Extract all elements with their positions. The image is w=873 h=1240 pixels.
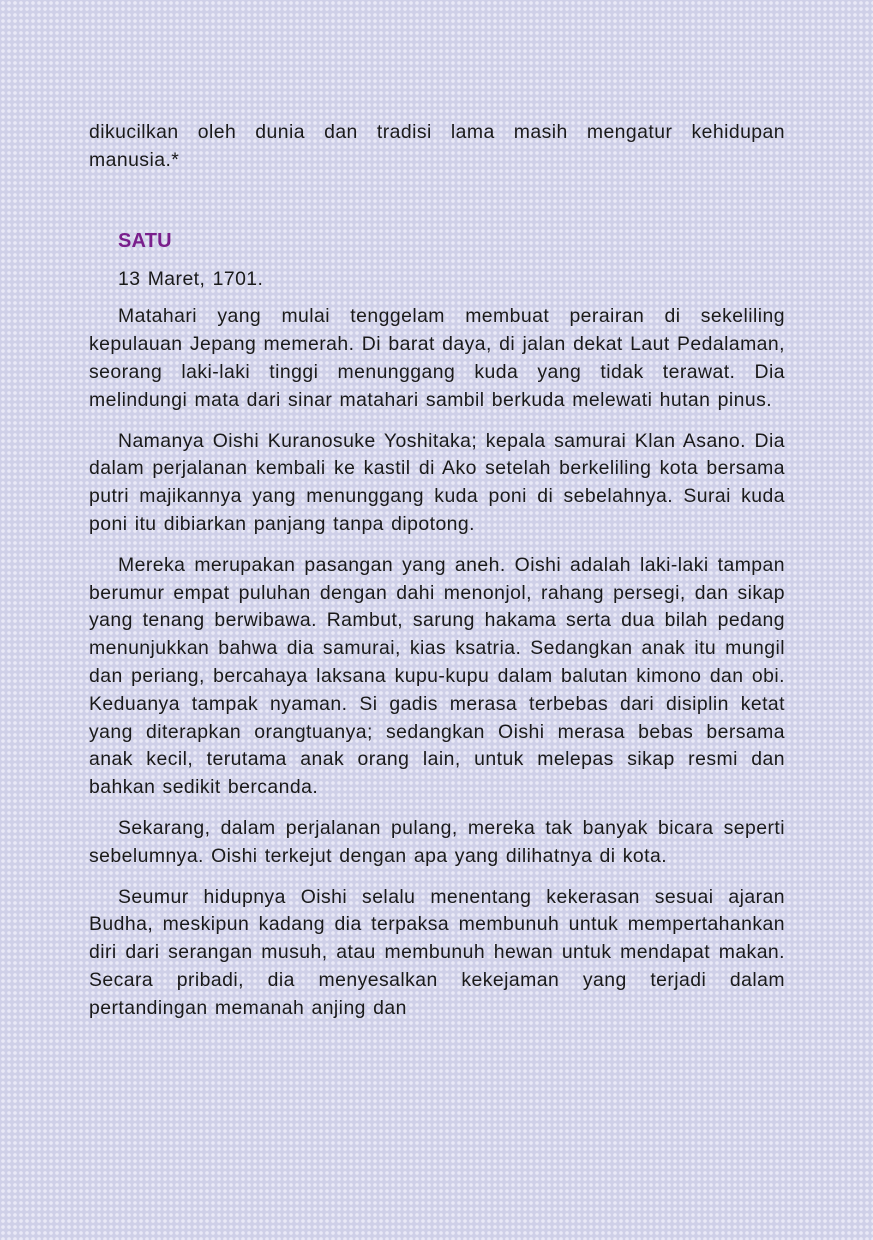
paragraph-1: Matahari yang mulai tenggelam membuat perairan di sekeliling kepulauan Jepang memerah. Di barat daya, di jalan dekat Laut Pedalaman, seorang laki-laki tinggi menunggang kuda yang tidak terawat. Dia melindungi mata dari sinar matahari sambil berkuda melewati hutan pinus. [89, 305, 785, 411]
continued-paragraph: dikucilkan oleh dunia dan tradisi lama masih mengatur kehidupan manusia.* [89, 121, 785, 171]
chapter-title: SATU [118, 229, 172, 252]
paragraph-2: Namanya Oishi Kuranosuke Yoshitaka; kepala samurai Klan Asano. Dia dalam perjalanan kembali ke kastil di Ako setelah berkeliling kota bersama putri majikannya yang menunggang kuda poni di sebelahnya. Surai kuda poni itu dibiarkan panjang tanpa dipotong. [89, 429, 785, 535]
paragraph-3: Mereka merupakan pasangan yang aneh. Oishi adalah laki-laki tampan berumur empat puluhan dengan dahi menonjol, rahang persegi, dan sikap yang tenang berwibawa. Rambut, sarung hakama serta dua bilah pedang menunjukkan bahwa dia samurai, kias ksatria. Sedangkan anak itu mungil dan periang, bercahaya laksana kupu-kupu dalam balutan kimono dan obi. Keduanya tampak nyaman. Si gadis merasa terbebas dari disiplin ketat yang diterapkan orangtuanya; sedangkan Oishi merasa bebas bersama anak kecil, terutama anak orang lain, untuk melepas sikap resmi dan bahkan sedikit bercanda. [89, 553, 785, 799]
paragraph-4: Sekarang, dalam perjalanan pulang, mereka tak banyak bicara seperti sebelumnya. Oishi terkejut dengan apa yang dilihatnya di kota. [89, 816, 785, 867]
book-page [89, 119, 785, 1036]
paragraph-5: Seumur hidupnya Oishi selalu menentang kekerasan sesuai ajaran Budha, meskipun kadang dia terpaksa membunuh untuk mempertahankan diri dari serangan musuh, atau membunuh hewan untuk mendapat makan. Secara pribadi, dia menyesalkan kekejaman yang terjadi dalam pertandingan memanah anjing dan [89, 885, 785, 1019]
chapter-date: 13 Maret, 1701. [118, 267, 264, 290]
